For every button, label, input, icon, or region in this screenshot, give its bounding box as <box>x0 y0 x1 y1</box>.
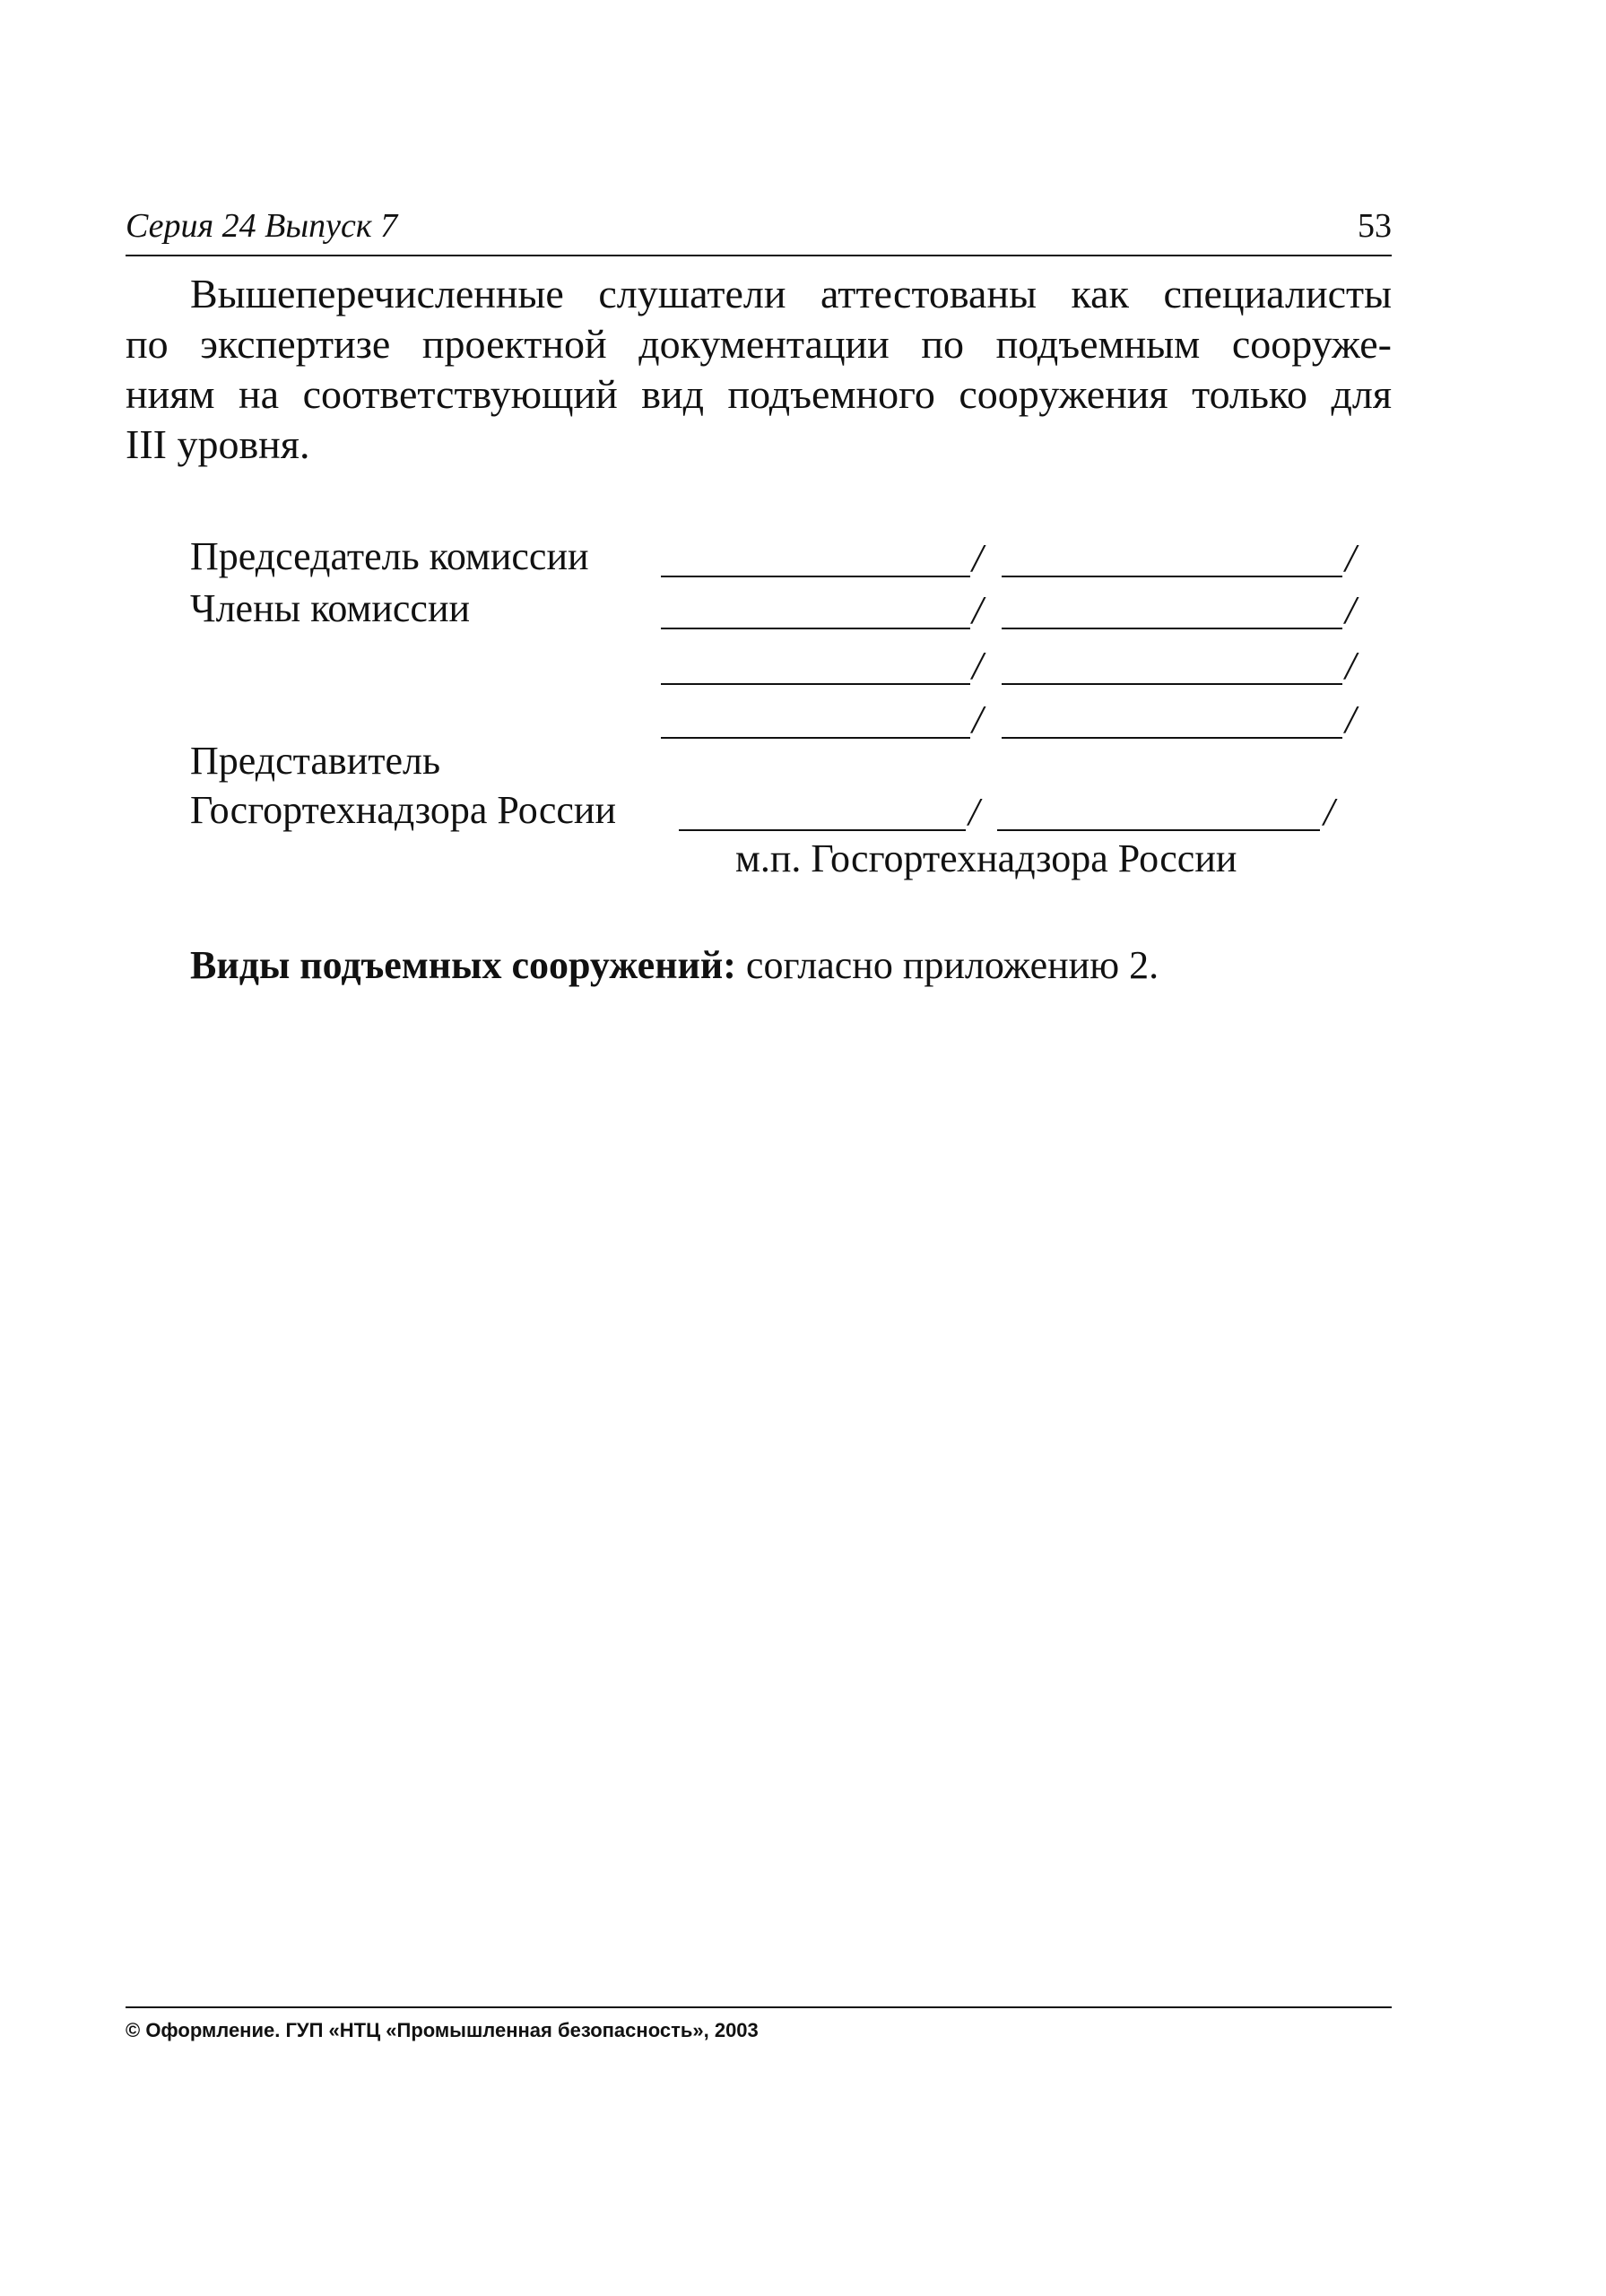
signature-line <box>679 829 966 831</box>
slash: / <box>972 644 984 688</box>
slash: / <box>1345 644 1357 688</box>
representative-label-line2: Госгортехнадзора России <box>190 788 617 832</box>
footer-copyright: © Оформление. ГУП «НТЦ «Промышленная безопасность», 2003 <box>126 2019 759 2041</box>
chairman-signature-row <box>190 531 1392 583</box>
signature-line <box>661 576 970 577</box>
paragraph-line: III уровня. <box>126 421 310 467</box>
slash: / <box>972 588 984 632</box>
paragraph-line: по экспертизе проектной документации по подъемным сооруже- <box>126 321 1392 367</box>
slash: / <box>972 697 984 741</box>
name-line <box>1002 683 1342 685</box>
representative-label-row <box>190 735 1392 787</box>
slash: / <box>968 790 980 834</box>
chairman-label: Председатель комиссии <box>190 534 589 578</box>
slash: / <box>972 536 984 580</box>
slash: / <box>1324 790 1335 834</box>
member-signature-row <box>190 638 1392 690</box>
slash: / <box>1345 588 1357 632</box>
series-title: Серия 24 Выпуск 7 <box>126 207 398 245</box>
paragraph-line: Вышеперечисленные слушатели аттестованы как специалисты <box>190 271 1392 316</box>
page-number: 53 <box>1358 207 1392 245</box>
name-line <box>997 829 1320 831</box>
footer-rule <box>126 2006 1392 2008</box>
attestation-paragraph <box>126 269 1392 470</box>
header-rule <box>126 255 1392 256</box>
lift-types-label: Виды подъемных сооружений: <box>190 943 736 987</box>
signature-line <box>661 628 970 629</box>
signature-line <box>661 683 970 685</box>
lift-types-text: согласно приложению 2. <box>735 943 1159 987</box>
slash: / <box>1345 697 1357 741</box>
paragraph-line: ниям на соответствующий вид подъемного сооружения только для <box>126 371 1392 417</box>
name-line <box>1002 576 1342 577</box>
page-header <box>126 204 1392 258</box>
name-line <box>1002 628 1342 629</box>
lift-types <box>190 940 1159 992</box>
members-label: Члены комиссии <box>190 586 471 630</box>
representative-signature-row <box>190 784 1392 836</box>
representative-label-line1: Представитель <box>190 739 441 783</box>
slash: / <box>1345 536 1357 580</box>
member-signature-row <box>190 583 1392 635</box>
stamp-note: м.п. Госгортехнадзора России <box>735 836 1237 880</box>
